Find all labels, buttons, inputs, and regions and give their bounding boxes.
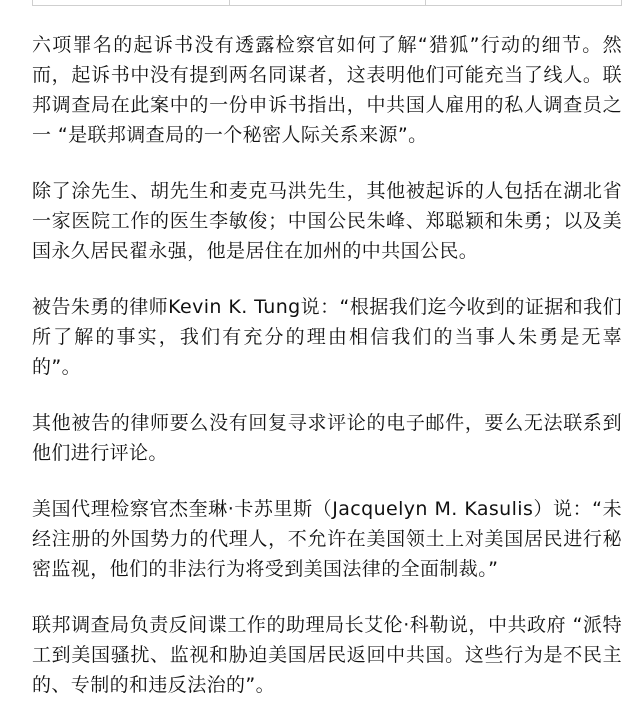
article-paragraph-6: 联邦调查局负责反间谍工作的助理局长艾伦·科勒说，中共政府 “派特工到美国骚扰、监视和胁迫美国居民返回中共国。这些行为是不民主的、专制的和违反法治的”。	[32, 614, 622, 696]
table-cell-divider	[229, 0, 230, 6]
article-paragraph-5: 美国代理检察官杰奎琳·卡苏里斯（Jacquelyn M. Kasulis）说：“未经注册的外国势力的代理人，不允许在美国领土上对美国居民进行秘密监视，他们的非法行为将受到美国法律的全面制裁。”	[32, 498, 622, 580]
table-bottom-border	[32, 0, 622, 6]
article-paragraph-2: 除了涂先生、胡先生和麦克马洪先生，其他被起诉的人包括在湖北省一家医院工作的医生李敏俊；中国公民朱峰、郑聪颖和朱勇；以及美国永久居民翟永强，他是居住在加州的中共国公民。	[32, 180, 622, 262]
article-paragraph-4: 其他被告的律师要么没有回复寻求评论的电子邮件，要么无法联系到他们进行评论。	[32, 412, 622, 464]
table-cell-divider	[425, 0, 426, 6]
article-paragraph-3: 被告朱勇的律师Kevin K. Tung说：“根据我们迄今收到的证据和我们所了解的事实，我们有充分的理由相信我们的当事人朱勇是无辜的”。	[32, 296, 622, 378]
article-body	[32, 30, 622, 726]
article-paragraph-1: 六项罪名的起诉书没有透露检察官如何了解“猎狐”行动的细节。然而，起诉书中没有提到两名同谋者，这表明他们可能充当了线人。联邦调查局在此案中的一份申诉书指出，中共国人雇用的私人调查员之一 “是联邦调查局的一个秘密人际关系来源”。	[32, 34, 622, 146]
